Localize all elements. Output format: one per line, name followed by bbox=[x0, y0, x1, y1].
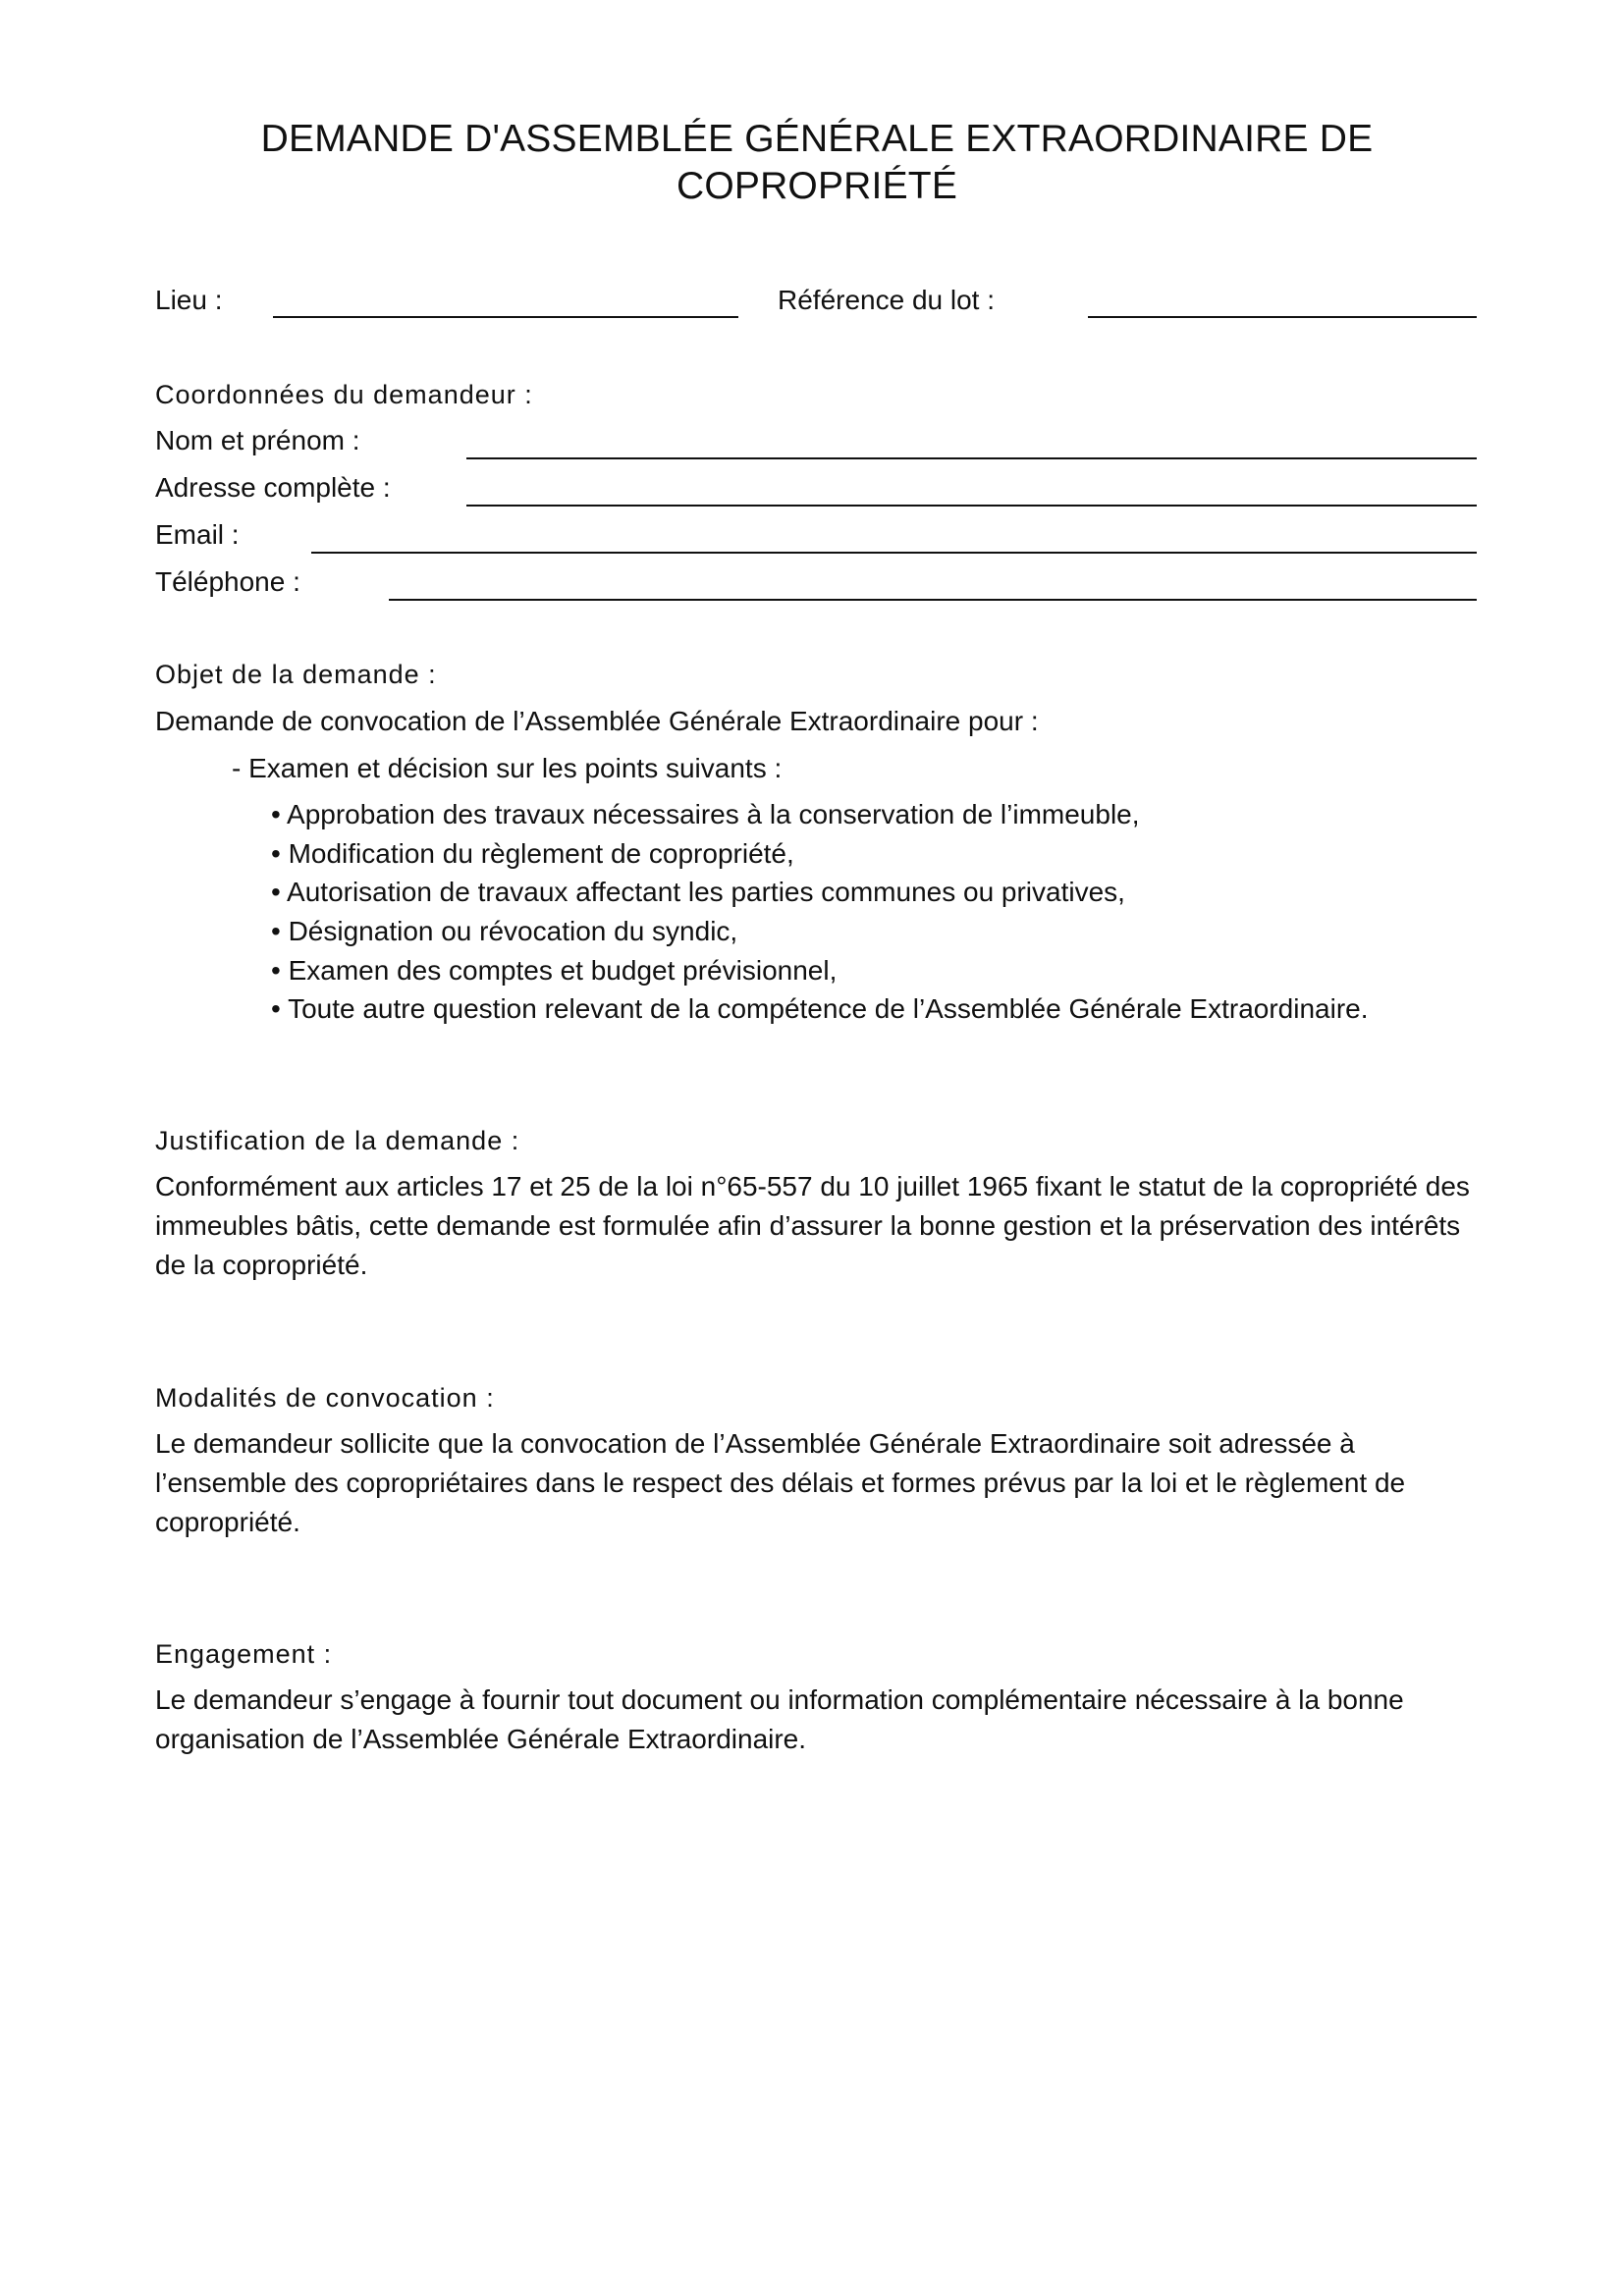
list-item: • Toute autre question relevant de la compétence de l’Assemblée Générale Extraordinaire. bbox=[271, 993, 1369, 1024]
email-label: Email : bbox=[155, 519, 240, 550]
name-field[interactable] bbox=[466, 457, 1477, 459]
convocation-heading: Modalités de convocation : bbox=[155, 1383, 495, 1413]
reference-lot-label: Référence du lot : bbox=[778, 285, 996, 315]
engagement-line-1: Le demandeur s’engage à fournir tout document ou information complémentaire nécessaire à la bonne bbox=[155, 1684, 1404, 1715]
justification-text bbox=[155, 1167, 1481, 1285]
lieu-label: Lieu : bbox=[155, 285, 223, 315]
justification-heading: Justification de la demande : bbox=[155, 1126, 520, 1155]
list-item: • Désignation ou révocation du syndic, bbox=[271, 916, 738, 946]
engagement-heading: Engagement : bbox=[155, 1639, 333, 1669]
applicant-heading: Coordonnées du demandeur : bbox=[155, 380, 533, 409]
convocation-text bbox=[155, 1424, 1481, 1542]
lieu-field[interactable] bbox=[273, 316, 738, 318]
phone-label: Téléphone : bbox=[155, 566, 300, 597]
phone-field[interactable] bbox=[389, 599, 1477, 601]
engagement-line-2: organisation de l’Assemblée Générale Extraordinaire. bbox=[155, 1724, 807, 1754]
list-item: • Examen des comptes et budget prévisionnel, bbox=[271, 955, 838, 986]
document-title bbox=[157, 116, 1477, 210]
convocation-line-1: Le demandeur sollicite que la convocation de l’Assemblée Générale Extraordinaire soit adressée à bbox=[155, 1428, 1355, 1459]
object-intro: Demande de convocation de l’Assemblée Générale Extraordinaire pour : bbox=[155, 706, 1039, 736]
email-field[interactable] bbox=[311, 552, 1477, 554]
object-heading: Objet de la demande : bbox=[155, 660, 437, 689]
object-subheading: - Examen et décision sur les points suivants : bbox=[232, 753, 783, 783]
justification-line-1: Conformément aux articles 17 et 25 de la loi n°65-557 du 10 juillet 1965 fixant le statut de la copropriété des bbox=[155, 1171, 1470, 1201]
list-item: • Modification du règlement de copropriété, bbox=[271, 838, 794, 869]
address-field[interactable] bbox=[466, 505, 1477, 507]
reference-lot-field[interactable] bbox=[1088, 316, 1477, 318]
convocation-line-2: l’ensemble des copropriétaires dans le respect des délais et formes prévus par la loi et le règlement de bbox=[155, 1468, 1406, 1498]
document-title-line-1: DEMANDE D'ASSEMBLÉE GÉNÉRALE EXTRAORDINAIRE DE bbox=[260, 118, 1374, 160]
convocation-line-3: copropriété. bbox=[155, 1507, 300, 1537]
justification-line-2: immeubles bâtis, cette demande est formulée afin d’assurer la bonne gestion et la préservation des intérêts bbox=[155, 1210, 1461, 1241]
list-item: • Approbation des travaux nécessaires à la conservation de l’immeuble, bbox=[271, 799, 1140, 829]
justification-line-3: de la copropriété. bbox=[155, 1250, 368, 1280]
address-label: Adresse complète : bbox=[155, 472, 391, 503]
name-label: Nom et prénom : bbox=[155, 425, 360, 455]
document-title-line-2: COPROPRIÉTÉ bbox=[676, 165, 958, 207]
list-item: • Autorisation de travaux affectant les parties communes ou privatives, bbox=[271, 877, 1125, 907]
engagement-text bbox=[155, 1681, 1481, 1759]
